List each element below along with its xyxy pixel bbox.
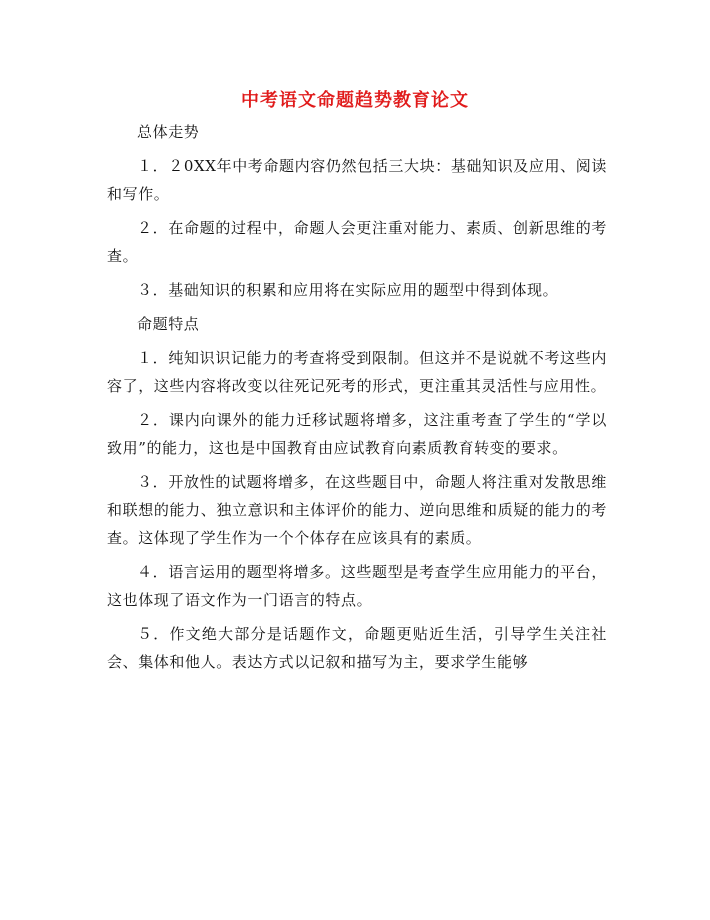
document-body — [107, 118, 607, 682]
paragraph-trend-2: ２．在命题的过程中，命题人会更注重对能力、素质、创新思维的考查。 — [107, 219, 607, 265]
paragraph-feature-5: ５．作文绝大部分是话题作文，命题更贴近生活，引导学生关注社会、集体和他人。表达方式以记叙和描写为主，要求学生能够 — [107, 625, 607, 671]
paragraph-feature-1: １．纯知识识记能力的考查将受到限制。但这并不是说就不考这些内容了，这些内容将改变以往死记死考的形式，更注重其灵活性与应用性。 — [107, 349, 607, 395]
section-heading-overall-trend: 总体走势 — [137, 123, 200, 141]
section-heading-features: 命题特点 — [137, 315, 200, 333]
paragraph-trend-1: １．２0XX年中考命题内容仍然包括三大块：基础知识及应用、阅读和写作。 — [107, 157, 607, 203]
paragraph-feature-4: ４．语言运用的题型将增多。这些题型是考查学生应用能力的平台，这也体现了语文作为一门语言的特点。 — [107, 563, 607, 609]
paragraph-feature-2: ２．课内向课外的能力迁移试题将增多，这注重考查了学生的“学以致用”的能力，这也是中国教育由应试教育向素质教育转变的要求。 — [107, 411, 607, 457]
paragraph-feature-3: ３．开放性的试题将增多，在这些题目中，命题人将注重对发散思维和联想的能力、独立意识和主体评价的能力、逆向思维和质疑的能力的考查。这体现了学生作为一个个体存在应该具有的素质。 — [107, 473, 607, 547]
paragraph-trend-3: ３．基础知识的积累和应用将在实际应用的题型中得到体现。 — [137, 281, 559, 299]
document-title: 中考语文命题趋势教育论文 — [241, 90, 469, 111]
